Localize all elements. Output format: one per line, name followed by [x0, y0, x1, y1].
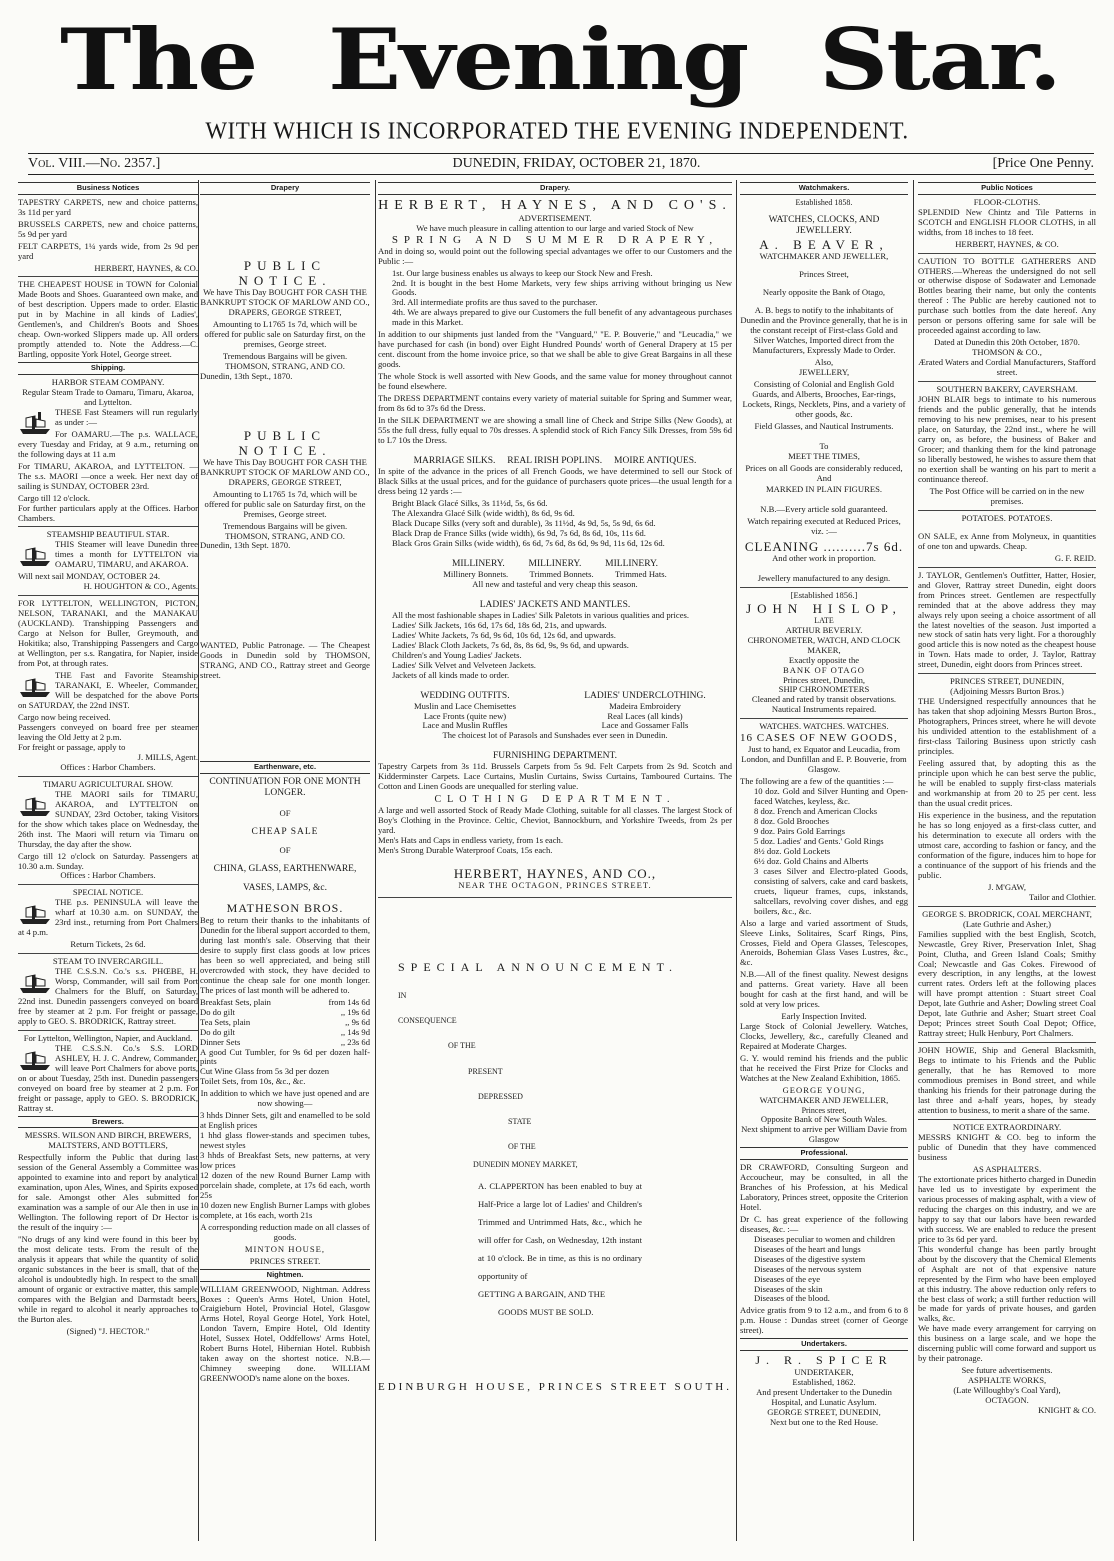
- auckland-title: For Lyttelton, Wellington, Napier, and Auckland.: [23, 1033, 193, 1044]
- public-notice-amount: Amounting to L1765 1s 7d, which will be offered for public sale on Saturday first, on the Premises, George street.: [204, 488, 366, 519]
- public-notice-bargains: Tremendous Bargains will be given.: [222, 520, 348, 531]
- mgaw-trade: Tailor and Clothier.: [1029, 891, 1096, 902]
- hislop-name: JOHN HISLOP,: [746, 601, 902, 617]
- dateline-bar: [28, 153, 1094, 175]
- column-rule: [913, 180, 914, 1541]
- meet-times: MEET THE TIMES,: [788, 450, 860, 461]
- wanted-ad: WANTED, Public Patronage. — The Cheapest Goods in Dunedin sold by THOMSON, STRANG, AND CO., Rattray street and George street.: [200, 640, 370, 681]
- princes-street: PRINCES STREET.: [249, 1255, 321, 1266]
- notice-extraordinary: NOTICE EXTRAORDINARY.: [952, 1122, 1062, 1133]
- getting-bargain: GETTING A BARGAIN, AND THE: [478, 1289, 606, 1300]
- section-header-public-notices: Public Notices: [918, 182, 1096, 195]
- see-future: See future advertisements.: [961, 1365, 1053, 1376]
- public-notice-title: PUBLIC NOTICE.: [238, 427, 332, 458]
- adjoining: (Adjoining Messrs Burton Bros.): [950, 686, 1064, 697]
- special-word: PRESENT: [468, 1066, 503, 1076]
- agri-show-body: THE MAORI sails for TIMARU, AKAROA, and LYTTELTON on SUNDAY, 23rd October, taking Visitors for the show which takes place on Wednesday, the 26th inst. The Maori will return via Timaru on Thursday, the day after the show.: [18, 788, 198, 849]
- caution-signature: THOMSON & CO.,: [972, 347, 1042, 358]
- floor-cloths: FLOOR-CLOTHS.: [973, 196, 1041, 207]
- beautiful-star-title: STEAMSHIP BEAUTIFUL STAR.: [46, 529, 170, 540]
- hh-near: NEAR THE OCTAGON, PRINCES STREET.: [458, 879, 652, 890]
- beautiful-star-sail: Will next sail MONDAY, OCTOBER 24.: [18, 571, 161, 582]
- price-row: Do do gilt ,, 19s 6d: [200, 1006, 370, 1017]
- hh-silks: Bright Black Glacé Silks, 3s 11½d, 5s, 6s 6d. The Alexandra Glacé Silk (wide width), 8s 6d, 9s 6d. Black Ducape Silks (very soft and durable), 3s 11½d, 4s 9d, 5s, 5s 9d, 6s 6d. Black Drap de France Silks (wide width), 6s 9d, 7s 6d, 8s 6d, 10s, 11s 6d. Black Gros Grain Silks (wide width), 6s 6d, 7s 6d, 8s 6d, 9s 9d, 11s 6d, 12s 6d.: [392, 497, 665, 548]
- harbor-body: THESE Fast Steamers will run regularly as under :—: [55, 406, 198, 427]
- vases-lamps: VASES, LAMPS, &c.: [242, 883, 328, 893]
- beautiful-star-body: THIS Steamer will leave Dunedin three times a month for LYTTELTON via OAMARU, TIMARU, and AKAROA.: [55, 539, 198, 570]
- brussels-ad: BRUSSELS CARPETS, new and choice patterns, 5s 9d per yard: [18, 218, 198, 239]
- agri-show-cargo: Cargo till 12 o'clock on Saturday. Passengers at 10.30 a.m. Sunday.: [18, 850, 198, 871]
- taranaki-ad: THE Fast and Favorite Steamship TARANAKI, E. Wheeler, Commander, Will be despatched for the above Ports on SATURDAY, the 22nd INST.: [18, 670, 198, 710]
- hh-under-items: Madeira Embroidery Real Laces (all kinds) Lace and Gossamer Falls: [601, 700, 689, 731]
- column-1: [18, 180, 198, 1541]
- beaver-name: A. BEAVER,: [759, 236, 889, 252]
- continuation-title: CONTINUATION FOR ONE MONTH LONGER.: [209, 777, 361, 799]
- section-header-undertakers: Undertakers.: [740, 1338, 908, 1351]
- brodrick-body: Families supplied with the best English, Scotch, Newcastle, Grey River, Preservation Inlet, Shag Point, Clutha, and Green Island Coals; Smithy Coal; Newcastle and Gas Cokes. Firewood of every description, in any lengths, at the lowest current rates. Orders left at the following places will have prompt attention : Stuart street Coal Depot, late Guthrie and Asher; Dowling street Coal Depot, late Guthrie and Asher; Stuart street Coal Depot; Princes street South Coal Depot; Office, Rattray street; Hulk Henbury, Port Chalmers.: [918, 928, 1096, 1039]
- harbor-timaru: For TIMARU, AKAROA, and LYTTELTON. —The s.s. MAORI —once a week. Her next day of sailing is SUNDAY, OCTOBER 23rd.: [18, 460, 198, 491]
- southern-bakery: SOUTHERN BAKERY, CAVERSHAM.: [936, 384, 1078, 395]
- hh-intro: We have much pleasure in calling attention to our large and varied Stock of New: [416, 222, 694, 233]
- brewers-quote: "No drugs of any kind were found in this beer by the most delicate tests. From the result of the analysis it appears that while the quantity of solid organic substances in the beer is small, that of the alcohol is undoubtedly high. In respect to the small amount of organic or extractive matter, this sample compares with the Belgian and Darmstadt beers, while in regard to alcohol it nearly approaches to the Burton ales.: [18, 1234, 198, 1324]
- title-word-star: Star.: [818, 9, 1060, 109]
- also-large: Also a large and varied assortment of Studs, Sleeve Links, Solitaires, Scarf Rings, Pins, Crosses, Field and Opera Glasses, Telescopes, Aneroids, Bohemian Glass Vases Lustres, &c., &c.: [740, 917, 908, 968]
- hh-under: LADIES' UNDERCLOTHING.: [584, 690, 706, 701]
- watches-title: WATCHES, CLOCKS, AND JEWELLERY.: [768, 214, 880, 236]
- harbor-sub: Regular Steam Trade to Oamaru, Timaru, Akaroa, and Lyttelton.: [22, 386, 194, 407]
- brodrick-title: GEORGE S. BRODRICK, COAL MERCHANT,: [922, 908, 1092, 919]
- reduction: A corresponding reduction made on all classes of goods.: [200, 1221, 370, 1242]
- hh-spite: In spite of the advance in the prices of all French Goods, we have determined to sell our Stock of Black Silks at the usual prices, and for the guidance of purchasers quote prices—the usual length for a dress being 12 yards :—: [378, 466, 732, 496]
- steamship-icon: [18, 542, 52, 568]
- special-notice-body: THE p.s. PENINSULA will leave the wharf at 10.30 a.m. on SUNDAY, the 23rd inst., returning from Port Chalmers at 4 p.m.: [18, 897, 198, 938]
- spicer-trade: UNDERTAKER,: [794, 1366, 854, 1377]
- brewers-title: MESSRS. WILSON AND BIRCH, BREWERS, MALTSTERS, AND BOTTLERS,: [24, 1130, 192, 1151]
- lyttelton-ad: FOR LYTTELTON, WELLINGTON, PICTON, NELSON, TARANAKI, and the MANAKAU (AUCKLAND). Transhipping Passengers and Cargo at Nelson for Buller, Greymouth, and Hokitika; also, Transhipping Passengers and Cargo at Wellington, per s.s. Rangatira, for Napier, inside from Pot, at through rates.: [18, 598, 198, 669]
- special-announcement-title: SPECIAL ANNOUNCEMENT.: [398, 959, 679, 974]
- bartling-ad: THE CHEAPEST HOUSE in TOWN for Colonial Made Boots and Shoes. Guaranteed own make, and of best description. Uppers made to order. Elastic put in by Machine in all kinds of Ladies', Gentlemen's, and Children's Boots and Shoes cheap. Own-worked Slippers made up. All orders promptly attended to. Note the Address.—C. Bartling, opposite York Hotel, George street.: [18, 279, 198, 360]
- public-notice-date: Dunedin, 13th Sept. 1870.: [200, 540, 291, 551]
- established-1856: [Established 1856.]: [790, 590, 858, 601]
- agri-show-title: TIMARU AGRICULTURAL SHOW.: [42, 778, 174, 789]
- crawford-experience: Dr C. has great experience of the following diseases, &c. :—: [740, 1213, 908, 1234]
- title-word-evening: Evening: [328, 9, 748, 109]
- hh-doing: And in doing so, would point out the following special advantages we offer to our Customers and the Public :—: [378, 245, 732, 266]
- hh-silk: In the SILK DEPARTMENT we are showing a small line of Check and Stripe Silks (New Goods), at 55s the full dress, fully equal to 70s dresses. A splendid stock of Rich Fancy Silk Dresses, from 59s 6d to L7 10s the Dress.: [378, 415, 732, 446]
- knight-body: MESSRS KNIGHT & CO. beg to inform the public of Dunedin that they have commenced business: [918, 1132, 1096, 1162]
- caution-notice: CAUTION TO BOTTLE GATHERERS AND OTHERS.—Whereas the undersigned do not sell or otherwise dispose of Sodawater and Lemonade Bottles bearing their name, but only the contents thereof : The Public are hereby cautioned not to purchase such bottles from the date hereof. Any person or persons offering same for sale will be proceeded against according to law.: [918, 255, 1096, 336]
- late: LATE: [814, 616, 834, 626]
- invercargill-title: STEAM TO INVERCARGILL.: [52, 956, 164, 967]
- steamship-icon: [18, 673, 52, 699]
- bank-of-otago: BANK OF OTAGO: [782, 664, 866, 675]
- harbor-cargo: Cargo till 12 o'clock.: [18, 492, 91, 503]
- ship-chronometers: SHIP CHRONOMETERS: [778, 684, 870, 695]
- spicer-body: And present Undertaker to the Dunedin Hospital, and Lunatic Asylum.: [756, 1386, 892, 1407]
- following: The following are a few of the quantities :—: [740, 776, 894, 787]
- public-notice-body: We have This Day BOUGHT FOR CASH THE BANKRUPT STOCK OF MARLOW AND CO., DRAPERS, GEORGE STREET,: [200, 456, 370, 487]
- repairing: Watch repairing executed at Reduced Prices, viz. :—: [747, 516, 901, 537]
- issue-date: DUNEDIN, FRIDAY, OCTOBER 21, 1870.: [452, 156, 701, 171]
- cheap-sale: CHEAP SALE: [251, 827, 319, 837]
- section-header-shipping: Shipping.: [18, 362, 198, 375]
- caution-date: Dated at Dunedin this 20th October, 1870.: [934, 337, 1080, 348]
- hh-furn-body: Tapestry Carpets from 3s 11d. Brussels Carpets from 5s 9d. Felt Carpets from 2s 9d. Scotch and Kidderminster Carpets. Lace Curtains, Muslin Curtains, Swiss Curtains, Tamboured Curtains. The Cotton and Linen Goods are unequalled for sterling value.: [378, 761, 732, 792]
- section-header-drapery: Drapery.: [378, 182, 732, 195]
- princes-dunedin: Princes street, Dunedin,: [782, 674, 866, 685]
- young-opposite: Opposite Bank of New South Wales.: [760, 1114, 888, 1125]
- hh-spring: SPRING AND SUMMER DRAPERY,: [391, 233, 719, 246]
- section-header-brewers: Brewers.: [18, 1116, 198, 1129]
- early-inspection: Early Inspection Invited.: [781, 1011, 867, 1022]
- section-header-watchmakers: Watchmakers.: [740, 182, 908, 195]
- hh-signature: HERBERT, HAYNES, AND CO.,: [453, 865, 657, 881]
- harbor-title: HARBOR STEAM COMPANY.: [51, 376, 165, 387]
- knight-more: The extortionate prices hitherto charged in Dunedin have led us to investigate by experiment the various processes of making asphalt, with a view of reducing the charges on this industry, and we are happy to say that our labors have been rewarded with success. We are enabled to reduce the present price to 3s 6d per yard. This wonderful change has been partly brought about by the discovery that the Chemical Elements of Asphalt are not of that expensive nature represented by the Firm who have been employed at this industry. The above reduction only refers to the best class of work; a still further reduction will be made for yards of private houses, and garden walks, &c. We have made every arrangement for carrying on this business on a large scale, and we hope the discerning public will come forward and support us by their patronage.: [918, 1173, 1096, 1364]
- nb-quality: N.B.—All of the finest quality. Newest designs and patterns. Great variety. Have all been bought for cash at the first hand, and will be sold at very low prices.: [740, 969, 908, 1010]
- column-rule: [375, 180, 376, 1541]
- established-1858: Established 1858.: [795, 197, 853, 207]
- column-3: [378, 180, 732, 1541]
- potatoes-sale: ON SALE, ex Anne from Molyneux, in quantities of one ton and upwards. Cheap.: [918, 530, 1096, 551]
- hh-mill-row: Millinery Bonnets. Trimmed Bonnets. Trimmed Hats.: [443, 568, 667, 579]
- hh-furnishing: FURNISHING DEPARTMENT.: [493, 751, 617, 762]
- jewellery: JEWELLERY,: [798, 366, 850, 377]
- spicer-established: Established, 1862.: [792, 1376, 856, 1387]
- hh-whole: The whole Stock is well assorted with New Goods, and the same value for money throughout cannot be found elsewhere.: [378, 371, 732, 392]
- steamship-icon: [18, 900, 52, 926]
- caution-trade: Ærated Waters and Cordial Manufacturers, Stafford street.: [918, 357, 1096, 378]
- section-header-business: Business Notices: [18, 182, 198, 195]
- matheson-title: MATHESON BROS.: [226, 901, 344, 916]
- hh-ladies: LADIES' JACKETS AND MANTLES.: [479, 599, 631, 610]
- felt-ad: FELT CARPETS, 1¼ yards wide, from 2s 9d per yard: [18, 240, 198, 261]
- taranaki-cargo: Cargo now being received.: [18, 711, 111, 722]
- hh-wedding-items: Muslin and Lace Chemisettes Lace Fronts (quite new) Lace and Muslin Ruffles: [414, 700, 516, 731]
- floor-signature: HERBERT, HAYNES, & CO.: [955, 238, 1059, 249]
- young-trade: WATCHMAKER AND JEWELLER,: [759, 1095, 889, 1106]
- price: [Price One Penny.: [992, 156, 1094, 171]
- public-notice-signature: THOMSON, STRANG, AND CO.: [225, 360, 345, 371]
- young-body: G. Y. would remind his friends and the public that he received the First Prize for Clocks and Watches at the New Zealand Exhibition, 1865.: [740, 1053, 908, 1084]
- beaver-body: A. B. begs to notify to the inhabitants of Dunedin and the Province generally, that he is in the constant receipt of First-class Gold and Silver Watches, Imported direct from the Manufacturers, Expressly Made to Order.: [740, 304, 908, 355]
- special-word: CONSEQUENCE: [398, 1016, 457, 1025]
- special-word: OF THE: [448, 1041, 476, 1051]
- mgaw-signature: J. M'GAW,: [987, 881, 1027, 892]
- hh-millinery: MILLINERY. MILLINERY. MILLINERY.: [451, 558, 659, 569]
- special-notice-title: SPECIAL NOTICE.: [72, 887, 144, 898]
- mgaw-ad-3: His experience in the business, and the reputation he has so long enjoyed as a first-class cutter, and his determination to execute all orders with the utmost care, according to fashion or fancy, and the conformation of the figure, induces him to hope for a continuance of the support of his friends and the public.: [918, 809, 1096, 880]
- special-word: IN: [398, 990, 407, 1000]
- title-word-the: The: [60, 9, 257, 109]
- ad-signature: HERBERT, HAYNES, & CO.: [94, 262, 198, 273]
- plain-figures: MARKED IN PLAIN FIGURES.: [765, 484, 883, 495]
- hh-wedding: WEDDING OUTFITS.: [420, 690, 510, 701]
- price-row: Tea Sets, plain ,, 9s 6d: [200, 1016, 370, 1027]
- nb-guarantee: N.B.—Every article sold guaranteed.: [760, 504, 888, 515]
- cleaned-rated: Cleaned and rated by transit observations. Nautical Instruments repaired.: [751, 694, 897, 715]
- wine-glass: Cut Wine Glass from 5s 3d per dozen: [200, 1066, 330, 1077]
- hh-adv: ADVERTISEMENT.: [518, 212, 592, 223]
- young-next: Next shipment to arrive per William Davie from Glasgow: [741, 1124, 907, 1145]
- princes-st-dunedin: PRINCES STREET, DUNEDIN,: [950, 676, 1064, 687]
- hh-parasols: The choicest lot of Parasols and Sunshades ever seen in Dunedin.: [442, 730, 668, 741]
- also: Also,: [814, 356, 834, 367]
- steamship-icon: [18, 410, 52, 436]
- spicer-street: GEORGE STREET, DUNEDIN,: [767, 1406, 881, 1417]
- price-row: Dinner Sets ,, 23s 6d: [200, 1036, 370, 1047]
- taranaki-offices: Offices : Harbor Chambers.: [60, 761, 156, 772]
- cont-of2: OF: [279, 845, 291, 856]
- sixteen-cases: 16 CASES OF NEW GOODS,: [740, 732, 898, 745]
- column-2: [200, 180, 370, 1541]
- advice: Advice gratis from 9 to 12 a.m., and from 6 to 8 p.m. House : Dundas street (corner of George street).: [740, 1305, 908, 1336]
- exactly-opposite: Exactly opposite the: [788, 654, 860, 665]
- field-glasses: Field Glasses, and Nautical Instruments.: [754, 420, 894, 431]
- brodrick-late: (Late Guthrie and Asher,): [963, 918, 1051, 929]
- jewellery-made: Jewellery manufactured to any design.: [757, 573, 891, 584]
- beverly: ARTHUR BEVERLY.: [785, 624, 863, 635]
- hh-jackets: All the most fashionable shapes in Ladies' Silk Paletots in various qualities and prices. Ladies' Silk Jackets, 16s 6d, 17s 6d, 18s 6d, 21s, and upwards. Ladies' White Jackets, 7s 6d, 9s 6d, 10s 6d, 12s 6d, and upwards. Ladies' Black Cloth Jackets, 7s 6d, 8s, 8s 6d, 9s, 9s 6d, and upwards. Children's and Young Ladies' Jackets. Ladies' Silk Velvet and Velveteen Jackets. Jackets of all kinds made to order.: [392, 609, 690, 680]
- edinburgh-house: EDINBURGH HOUSE, PRINCES STREET SOUTH.: [378, 1381, 732, 1394]
- hh-marriage: MARRIAGE SILKS. REAL IRISH POPLINS. MOIRE ANTIQUES.: [413, 456, 697, 467]
- large-stock: Large Stock of Colonial Jewellery. Watches, Clocks, Jewellery, &c., carefully Cleaned and Repaired at Moderate Charges.: [740, 1021, 908, 1052]
- section-header-earthenware: Earthenware, etc.: [200, 761, 370, 774]
- jewellery-body: Consisting of Colonial and English Gold Guards, and Alberts, Brooches, Ear-rings, Lockets, Rings, Necklets, Pins, and a variety of other goods, &c.: [742, 378, 906, 419]
- hh-title: HERBERT, HAYNES, AND CO'S.: [378, 197, 732, 213]
- diseases: Diseases peculiar to women and children Diseases of the heart and lungs Diseases of the digestive system Diseases of the nervous system Diseases of the eye Diseases of the skin Diseases of the blood.: [754, 1233, 896, 1304]
- potatoes: POTATOES. POTATOES.: [961, 512, 1053, 523]
- cases-body: Just to hand, ex Equator and Leucadia, from London, and Dunfillan and E. P. Bouverie, from Glasgow.: [741, 744, 907, 775]
- clapperton-ad: A. CLAPPERTON has been enabled to buy at Half-Price a large lot of Ladies' and Children's Trimmed and Untrimmed Hats, &c., which he will offer for Cash, on Wednesday, 12th instant at 10 o'clock. Be in time, as this is no ordinary opportunity of: [478, 1180, 642, 1282]
- steamship-icon: [18, 969, 52, 995]
- mgaw-ad: THE Undersigned respectfully announces that he has taken that shop adjoining Messrs Burton Bros., Photographers, Princes street, where he will devote his undivided attention to the establishment of a first-class Tailoring Business upon strictly cash principles.: [918, 696, 1096, 757]
- section-header-drapery: Drapery: [200, 182, 370, 195]
- hh-points: 1st. Our large business enables us always to keep our Stock New and Fresh. 2nd. It is bought in the best Home Markets, very few ships arriving without bringing us New Goods. 3rd. All intermediate profits are thus saved to the purchaser. 4th. We are always prepared to give our Customers the full benefit of any advantageous purchases made in this Market.: [392, 267, 732, 328]
- price-row: Breakfast Sets, plain from 14s 6d: [200, 996, 370, 1007]
- beaver-trade: WATCHMAKER AND JEWELLER,: [759, 251, 889, 262]
- steamship-icon: [18, 1046, 52, 1072]
- special-word: OF THE: [508, 1142, 536, 1152]
- public-notice-body: We have This Day BOUGHT FOR CASH THE BANKRUPT STOCK OF MARLOW AND CO., DRAPERS, GEORGE STREET,: [200, 286, 370, 317]
- taranaki-agent: J. MILLS, Agent.: [137, 751, 198, 762]
- watches-watches: WATCHES. WATCHES. WATCHES.: [759, 721, 889, 732]
- taranaki-pass: Passengers conveyed on board free per steamer leaving the Old Jetty at 2 p.m.: [18, 721, 198, 742]
- mgaw-ad-2: Feeling assured that, by adopting this as the principle upon which he can best serve the public, he will be enabled to supply first-class materials and workmanship at from 20 to 25 per cent. less than the usual credit prices.: [918, 758, 1096, 808]
- brewers-signature: (Signed) "J. HECTOR.": [66, 1325, 150, 1336]
- steamship-icon: [18, 792, 52, 818]
- subtitle: WITH WHICH IS INCORPORATED THE EVENING INDEPENDENT.: [205, 117, 909, 144]
- column-rule: [736, 180, 737, 1541]
- hh-dress: The DRESS DEPARTMENT contains every variety of material suitable for Spring and Summer wear, from 8s 6d to 37s 6d the Dress.: [378, 393, 732, 414]
- cont-of: OF: [279, 808, 291, 819]
- harbor-oamaru: For OAMARU.—The p.s. WALLACE, every Tuesday and Friday, at 9 a.m., returning on the following days at 11 a.m: [18, 428, 198, 459]
- blair-post-office: The Post Office will be carried on in the new premises.: [929, 485, 1085, 506]
- works-late: (Late Willoughby's Coal Yard),: [953, 1385, 1061, 1396]
- hh-clothing: CLOTHING DEPARTMENT.: [434, 794, 676, 806]
- brewers-body: Respectfully inform the Public that during last session of the General Assembly a Committee was appointed to examine into and report by analytical examination, upon Ales, Wines, and Spirits exposed for sale. Amongst other Ales submitted for examination was a sample of our Ale then in use in Wellington. The following report of Dr Hector is the result of the inquiry :—: [18, 1152, 198, 1233]
- public-notice-title: PUBLIC NOTICE.: [238, 257, 332, 288]
- goods-list: 10 doz. Gold and Silver Hunting and Open-faced Watches, keyless, &c. 8 doz. French and American Clocks 8 doz. Gold Brooches 9 doz. Pairs Gold Earrings 5 doz. Ladies' and Gents.' Gold Rings 8½ doz. Gold Lockets 6½ doz. Gold Chains and Alberts 3 cases Silver and Electro-plated Goods, consisting of salvers, cake and card baskets, cruets, liqueur frames, cups, inkstands, saltcellars, revolving cover dishes, and egg boilers, &c., &c.: [754, 785, 908, 916]
- crawford-ad: DR CRAWFORD, Consulting Surgeon and Accoucheur, may be consulted, in all the Branches of his Profession, at his Medical Laboratory, Princes street, opposite the Criterion Hotel.: [740, 1161, 908, 1212]
- newspaper-title: [60, 9, 1060, 109]
- reid-signature: G. F. REID.: [1054, 552, 1096, 563]
- beaver-street: Princes Street,: [799, 269, 849, 280]
- special-word: DUNEDIN MONEY MARKET,: [473, 1159, 578, 1169]
- asphalte-works: ASPHALTE WORKS,: [967, 1375, 1047, 1386]
- section-header-professional: Professional.: [740, 1147, 908, 1160]
- chronometer-maker: CHRONOMETER, WATCH, AND CLOCK MAKER,: [747, 634, 901, 655]
- harbor-info: For further particulars apply at the Offices. Harbor Chambers.: [18, 502, 198, 523]
- prices-reduced: Prices on all Goods are considerably reduced, And: [745, 462, 903, 483]
- asphalters: AS ASPHALTERS.: [972, 1163, 1042, 1174]
- return-tickets: Return Tickets, 2s 6d.: [70, 939, 146, 950]
- other-work: And other work in proportion.: [772, 553, 876, 564]
- blair-ad: JOHN BLAIR begs to intimate to his numerous friends and the public generally, that he intends removing to his new premises, near to his present place, on Saturday, the 22nd inst., where he will carry on, as before, the business of Baker and Grocer; and thanking them for the kind patronage so liberally bestowed, he wishes to assure them that no exertion shall be wanting on his part to merit a continuance thereof.: [918, 394, 1096, 484]
- public-notice-signature: THOMSON, STRANG, AND CO.: [225, 530, 345, 541]
- invercargill-body: THE C.S.S.N. Co.'s s.s. PHŒBE, H. Worsp, Commander, will sail from Port Chalmers for the Bluff, on Saturday, 22nd inst. Dunedin passengers conveyed on board free by steamer at 2 p.m. For freight or passage, apply to GEO. S. BRODRICK, Rattray street.: [18, 966, 198, 1027]
- minton-house: MINTON HOUSE,: [244, 1243, 326, 1254]
- taranaki-apply: For freight or passage, apply to: [18, 741, 126, 752]
- hh-mill-new: All new and tasteful and very cheap this season.: [472, 578, 638, 589]
- hh-addition: In addition to our shipments just landed from the "Vanguard," "E. P. Bouverie," and "Leucadia," we have purchased for cash (in bond) over Eight Hundred Pounds' worth of General Drapery at 15 per cent. discount from the home invoice price, so that we shall be able to give Great Bargains in all these goods.: [378, 329, 732, 370]
- beaver-opposite: Nearly opposite the Bank of Otago,: [762, 287, 886, 297]
- young-street: Princes street,: [801, 1106, 847, 1116]
- items-list: 3 hhds Dinner Sets, gilt and enamelled to be sold at English prices 1 hhd glass flower-stands and specimen tubes, newest styles 3 hhds of Breakfast Sets, new patterns, at very low prices 12 dozen of the new Round Burner Lamp with porcelain shade, complete, at 17s 6d each, worth 25s 10 dozen new English Burner Lamps with globes complete, at 16s each, worth 21s: [200, 1110, 370, 1221]
- special-word: DEPRESSED: [478, 1091, 523, 1101]
- howie-ad: JOHN HOWIE, Ship and General Blacksmith, Begs to intimate to his Friends and the Public generally, that he has Removed to more commodious premises in Bond street, and while thanking his friends for their patronage during the last three and a-half years, hopes, by steady attention to business, to merit a share of the same.: [918, 1045, 1096, 1116]
- china-glass: CHINA, GLASS, EARTHENWARE,: [213, 863, 357, 874]
- goods-sold: GOODS MUST BE SOLD.: [498, 1307, 594, 1318]
- knight-signature: KNIGHT & CO.: [1038, 1405, 1096, 1416]
- public-notice-date: Dunedin, 13th Sept., 1870.: [200, 370, 293, 381]
- column-rule: [198, 180, 199, 1541]
- auckland-body: THE C.S.S.N. Co.'s S.S. LORD ASHLEY, H. J. C. Andrew, Commander, will leave Port Chalmers for above ports, on or about Tuesday, 25th inst. Dunedin passengers conveyed on board free by steamer at 2 p.m. For freight or passage, apply to GEO. S. BRODRICK, Rattray st.: [18, 1043, 198, 1113]
- taylor-ad: J. TAYLOR, Gentlemen's Outfitter, Hatter, Hosier, and Glover, Rattray street Dunedin, eight doors from Princes street. Gentlemen are respectfully reminded that at the above address they may always rely upon seeing a choice assortment of all the latest novelties of the season. Just imported a new stock of satin hats very light. For a thoroughly good article this is now noted as the cheapest house in Town. Hats made to order, J. Taylor, Rattray street, Dunedin, eight doors from Princes street.: [918, 569, 1096, 670]
- section-header-nightmen: Nightmen.: [200, 1269, 370, 1282]
- spicer-next: Next but one to the Red House.: [769, 1416, 879, 1427]
- toilet-sets: Toilet Sets, from 10s, &c., &c.: [200, 1076, 306, 1087]
- tapestry-ad: TAPESTRY CARPETS, new and choice patterns, 3s 11d per yard: [18, 196, 198, 217]
- to: To: [819, 440, 829, 451]
- public-notice-bargains: Tremendous Bargains will be given.: [222, 350, 348, 361]
- greenwood-ad: WILLIAM GREENWOOD, Nightman. Address Boxes : Queen's Arms Hotel, Union Hotel, Craigieburn Hotel, Provincial Hotel, Glasgow Arms Hotel, Royal George Hotel, York Hotel, London Tavern, Empire Hotel, Old Identity Hotel, Sussex Hotel, Oddfellows' Arms Hotel, Robert Burns Hotel, Hibernian Hotel. Rubbish taken away on the shortest notice. N.B.—Chimney sweeping done. WILLIAM GREENWOOD's name alone on the boxes.: [200, 1283, 370, 1384]
- special-word: STATE: [508, 1117, 532, 1127]
- public-notice-amount: Amounting to L1765 1s 7d, which will be offered for public sale on Saturday first, on the premises, George street.: [204, 318, 366, 349]
- spicer-name: J. R. SPICER: [755, 1353, 893, 1368]
- addition: In addition to which we have just opened and are now showing—: [200, 1088, 370, 1109]
- matheson-body: Beg to return their thanks to the inhabitants of Dunedin for the liberal support accorded to them, during last month's sale. Observing that their desire to supply first class goods at low prices has been so well appreciated, and being still overcrowded with stock, they have decided to continue the cheap sale for one month longer. The prices of last month will be adhered to.: [200, 914, 370, 995]
- beautiful-star-agent: H. HOUGHTON & CO., Agents.: [83, 581, 198, 592]
- tumbler: A good Cut Tumbler, for 9s 6d per dozen half-pints: [200, 1046, 370, 1067]
- wedding-underclothing: [378, 691, 732, 732]
- hh-cloth-body: A large and well assorted Stock of Ready Made Clothing, suitable for all classes. The largest Stock of Boy's Clothing in the Province. Celtic, Cheviot, Bannockburn, and Yorkshire Tweeds, from 2s per yard. Men's Hats and Caps in endless variety, from 1s each. Men's Strong Durable Waterproof Coats, 15s each.: [378, 804, 732, 855]
- volume-number: Vol. VIII.—No. 2357.]: [28, 156, 161, 171]
- column-5: [918, 180, 1096, 1541]
- column-4: [740, 180, 908, 1541]
- masthead: [0, 0, 1114, 152]
- agri-show-offices: Offices : Harbor Chambers.: [60, 870, 156, 881]
- george-young: GEORGE YOUNG,: [782, 1085, 866, 1096]
- price-row: Do do gilt ,, 14s 9d: [200, 1026, 370, 1037]
- cleaning-price: CLEANING ..........7s 6d.: [744, 539, 904, 555]
- floor-cloths-body: SPLENDID New Chintz and Tile Patterns in SCOTCH and ENGLISH FLOOR CLOTHS, in all widths, from 18 inches to 18 feet.: [918, 206, 1096, 237]
- octagon: OCTAGON.: [985, 1395, 1029, 1406]
